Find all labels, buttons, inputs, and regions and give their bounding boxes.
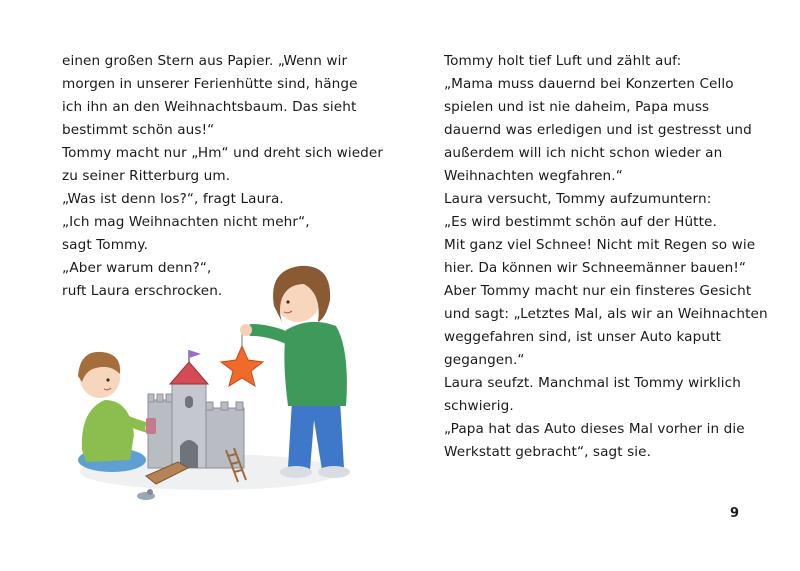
text-line: „Mama muss dauernd bei Konzerten Cello	[444, 76, 734, 92]
right-text-column	[444, 50, 768, 464]
text-line: weggefahren sind, ist unser Auto kaputt	[444, 329, 721, 345]
text-line: „Was ist denn los?“, fragt Laura.	[62, 191, 284, 207]
text-line: Laura versucht, Tommy aufzumuntern:	[444, 191, 712, 207]
text-line: „Aber warum denn?“,	[62, 260, 212, 276]
text-line: Tommy macht nur „Hm“ und dreht sich wieder	[62, 145, 384, 161]
text-line: außerdem will ich nicht schon wieder an	[444, 145, 723, 161]
text-line: zu seiner Ritterburg um.	[62, 168, 231, 184]
laura-figure	[240, 266, 350, 478]
paper-star-icon	[221, 328, 263, 386]
page-number: 9	[730, 506, 740, 521]
text-line: morgen in unserer Ferienhütte sind, hänge	[62, 76, 358, 92]
text-line: Weihnachten wegfahren.“	[444, 168, 623, 184]
text-line: spielen und ist nie daheim, Papa muss	[444, 99, 710, 115]
text-line: schwierig.	[444, 398, 514, 414]
text-line: einen großen Stern aus Papier. „Wenn wir	[62, 53, 348, 69]
text-line: „Es wird bestimmt schön auf der Hütte.	[444, 214, 717, 230]
tommy-figure	[78, 352, 156, 472]
text-line: ruft Laura erschrocken.	[62, 283, 223, 299]
text-line: Werkstatt gebracht“, sagt sie.	[444, 444, 652, 460]
text-line: dauernd was erledigen und ist gestresst und	[444, 122, 752, 138]
text-line: ich ihn an den Weihnachtsbaum. Das sieht	[62, 99, 357, 115]
toy-figure-icon	[137, 489, 155, 500]
children-castle-star-illustration	[60, 250, 360, 510]
text-line: sagt Tommy.	[62, 237, 149, 253]
text-line: und sagt: „Letztes Mal, als wir an Weihnachten	[444, 306, 768, 322]
text-line: Aber Tommy macht nur ein finsteres Gesicht	[444, 283, 752, 299]
text-line: Laura seufzt. Manchmal ist Tommy wirklich	[444, 375, 741, 391]
text-line: hier. Da können wir Schneemänner bauen!“	[444, 260, 747, 276]
text-line: „Papa hat das Auto dieses Mal vorher in die	[444, 421, 745, 437]
text-line: gegangen.“	[444, 352, 525, 368]
text-line: „Ich mag Weihnachten nicht mehr“,	[62, 214, 310, 230]
text-line: Tommy holt tief Luft und zählt auf:	[444, 53, 682, 69]
text-line: bestimmt schön aus!“	[62, 122, 215, 138]
text-line: Mit ganz viel Schnee! Nicht mit Regen so wie	[444, 237, 756, 253]
